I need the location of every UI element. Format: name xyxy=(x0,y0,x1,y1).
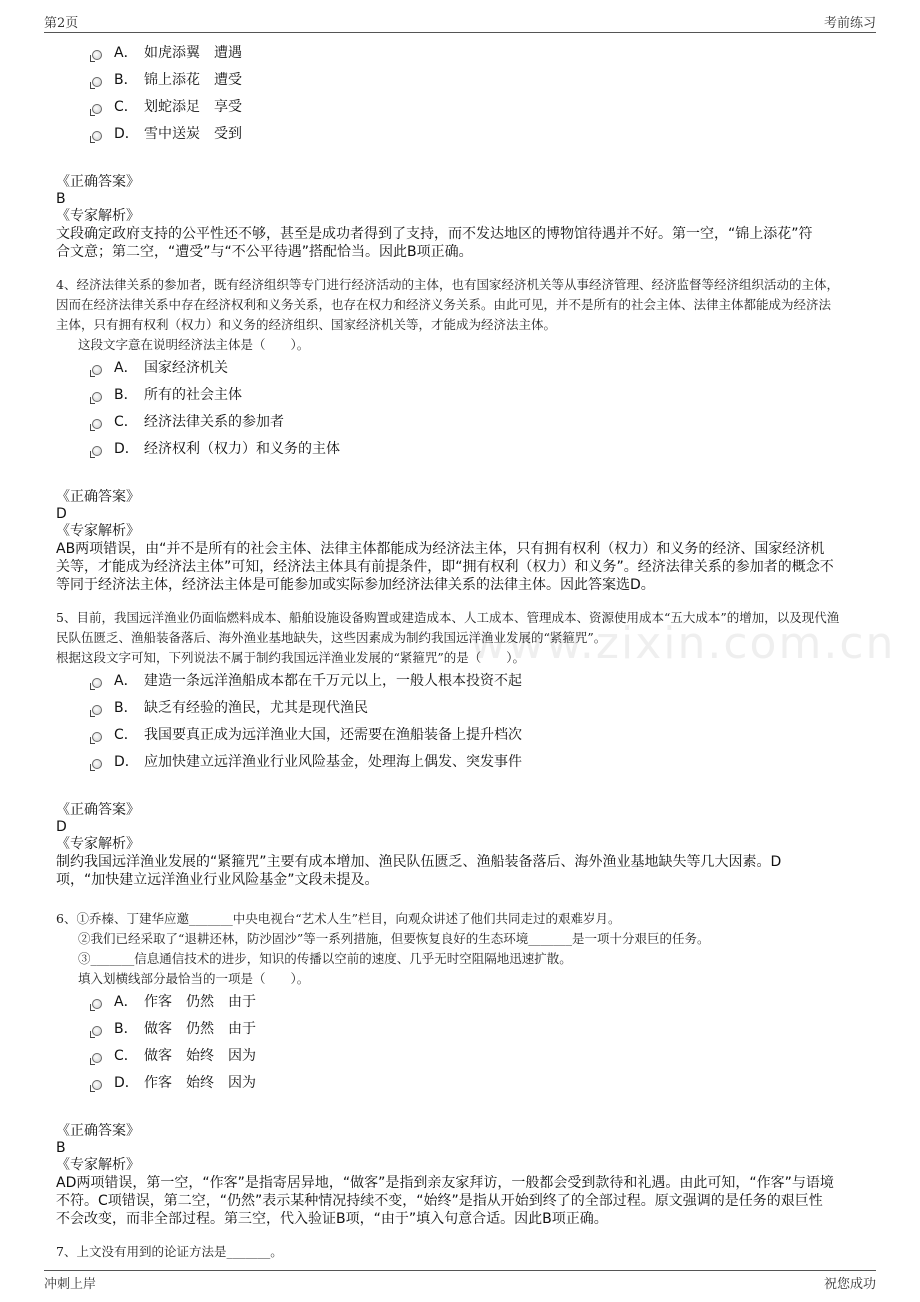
radio-icon[interactable] xyxy=(92,131,102,141)
page-number: 第2页 xyxy=(44,16,79,31)
question-item: ③_______信息通信技术的进步，知识的传播以空前的速度、几乎无时空阻隔地迅速扩散。 xyxy=(78,951,572,966)
q5-option-d[interactable]: D． 应加快建立远洋渔业行业风险基金，处理海上偶发、突发事件 xyxy=(92,749,866,776)
analysis-line: 不符。C项错误，第二空，“仍然”表示某种情况持续不变，“始终”是指从开始到终了的全部过程。原文强调的是任务的艰巨性 xyxy=(56,1193,823,1209)
watermark: www.zixin.com.cn xyxy=(470,618,896,669)
analysis-line: 等同于经济法主体，经济法主体是可能参加或实际参加经济法律关系的法律主体。因此答案选D。 xyxy=(56,577,655,593)
question-stem: 6、①乔榛、丁建华应邀_______中央电视台“艺术人生”栏目，向观众讲述了他们共同走过的艰难岁月。 xyxy=(56,911,621,926)
q4-option-b[interactable]: B． 所有的社会主体 xyxy=(92,382,866,409)
answer-label: 《正确答案》 xyxy=(56,174,140,190)
radio-icon[interactable] xyxy=(92,732,102,742)
radio-icon[interactable] xyxy=(92,678,102,688)
radio-icon[interactable] xyxy=(92,419,102,429)
q5-option-a[interactable]: A． 建造一条远洋渔船成本都在千万元以上，一般人根本投资不起 xyxy=(92,668,866,695)
footer-left: 冲刺上岸 xyxy=(44,1277,97,1292)
question-stem: 主体，只有拥有权利（权力）和义务的经济组织、国家经济机关等，才能成为经济法主体。 xyxy=(56,317,557,332)
analysis-label: 《专家解析》 xyxy=(56,523,140,539)
analysis-line: 关等，才能成为经济法主体”可知，经济法主体具有前提条件，即“拥有权利（权力）和义务”。经济法律关系的参加者的概念不 xyxy=(56,559,834,575)
q4-option-d[interactable]: D． 经济权利（权力）和义务的主体 xyxy=(92,436,866,463)
q3-options xyxy=(92,40,866,148)
q3-option-c[interactable]: C． 划蛇添足 享受 xyxy=(92,94,866,121)
page-footer xyxy=(44,1270,876,1295)
question-stem: 民队伍匮乏、渔船装备落后、海外渔业基地缺失，这些因素成为制约我国远洋渔业发展的“紧箍咒”。 xyxy=(56,630,607,645)
q3-option-a[interactable]: A． 如虎添翼 遭遇 xyxy=(92,40,866,67)
radio-icon[interactable] xyxy=(92,1026,102,1036)
radio-icon[interactable] xyxy=(92,365,102,375)
q6-options xyxy=(92,989,866,1097)
answer-value: B xyxy=(56,1140,66,1156)
analysis-line: AB两项错误，由“并不是所有的社会主体、法律主体都能成为经济法主体，只有拥有权利（权力）和义务的经济、国家经济机 xyxy=(56,541,825,557)
q4-option-c[interactable]: C． 经济法律关系的参加者 xyxy=(92,409,866,436)
radio-icon[interactable] xyxy=(92,392,102,402)
radio-icon[interactable] xyxy=(92,1053,102,1063)
answer-value: D xyxy=(56,506,67,522)
question-prompt: 根据这段文字可知，下列说法不属于制约我国远洋渔业发展的“紧箍咒”的是（ ）。 xyxy=(56,650,526,665)
q6-option-b[interactable]: B． 做客 仍然 由于 xyxy=(92,1016,866,1043)
answer-label: 《正确答案》 xyxy=(56,802,140,818)
analysis-line: AD两项错误，第一空，“作客”是指寄居异地，“做客”是指到亲友家拜访，一般都会受到款待和礼遇。由此可知，“作客”与语境 xyxy=(56,1175,834,1191)
question-stem: 4、经济法律关系的参加者，既有经济组织等专门进行经济活动的主体，也有国家经济机关等从事经济管理、经济监督等经济组织活动的主体， xyxy=(56,277,839,292)
q5-option-c[interactable]: C． 我国要真正成为远洋渔业大国，还需要在渔船装备上提升档次 xyxy=(92,722,866,749)
answer-label: 《正确答案》 xyxy=(56,1123,140,1139)
question-prompt: 这段文字意在说明经济法主体是（ ）。 xyxy=(78,337,310,352)
question-stem: 因而在经济法律关系中存在经济权利和义务关系，也存在权力和经济义务关系。由此可见，并不是所有的社会主体、法律主体都能成为经济法 xyxy=(56,297,832,312)
question-item: ②我们已经采取了“退耕还林，防沙固沙”等一系列措施，但要恢复良好的生态环境_______是一项十分艰巨的任务。 xyxy=(78,931,710,946)
header-title: 考前练习 xyxy=(823,16,876,31)
answer-value: D xyxy=(56,819,67,835)
q4-options xyxy=(92,355,866,463)
q4-option-a[interactable]: A． 国家经济机关 xyxy=(92,355,866,382)
question-stem: 5、目前，我国远洋渔业仍面临燃料成本、船舶设施设备购置或建造成本、人工成本、管理成本、资源使用成本“五大成本”的增加，以及现代渔 xyxy=(56,610,840,625)
question-prompt: 填入划横线部分最恰当的一项是（ ）。 xyxy=(78,971,310,986)
q3-option-b[interactable]: B． 锦上添花 遭受 xyxy=(92,67,866,94)
radio-icon[interactable] xyxy=(92,759,102,769)
q3-option-d[interactable]: D． 雪中送炭 受到 xyxy=(92,121,866,148)
analysis-label: 《专家解析》 xyxy=(56,836,140,852)
analysis-line: 文段确定政府支持的公平性还不够，甚至是成功者得到了支持，而不发达地区的博物馆待遇并不好。第一空，“锦上添花”符 xyxy=(56,226,813,242)
analysis-line: 制约我国远洋渔业发展的“紧箍咒”主要有成本增加、渔民队伍匮乏、渔船装备落后、海外渔业基地缺失等几大因素。D xyxy=(56,854,782,870)
q5-option-b[interactable]: B． 缺乏有经验的渔民，尤其是现代渔民 xyxy=(92,695,866,722)
radio-icon[interactable] xyxy=(92,50,102,60)
radio-icon[interactable] xyxy=(92,1080,102,1090)
q6-option-d[interactable]: D． 作客 始终 因为 xyxy=(92,1070,866,1097)
q6-option-a[interactable]: A． 作客 仍然 由于 xyxy=(92,989,866,1016)
page-header xyxy=(44,12,876,33)
question-stem: 7、上文没有用到的论证方法是_______。 xyxy=(56,1244,283,1259)
radio-icon[interactable] xyxy=(92,446,102,456)
analysis-line: 不会改变，而非全部过程。第三空，代入验证B项，“由于”填入句意合适。因此B项正确。 xyxy=(56,1211,608,1227)
radio-icon[interactable] xyxy=(92,999,102,1009)
radio-icon[interactable] xyxy=(92,77,102,87)
analysis-line: 项，“加快建立远洋渔业行业风险基金”文段未提及。 xyxy=(56,872,379,888)
document-body xyxy=(56,40,866,1262)
radio-icon[interactable] xyxy=(92,104,102,114)
analysis-line: 合文意；第二空，“遭受”与“不公平待遇”搭配恰当。因此B项正确。 xyxy=(56,244,473,260)
q6-option-c[interactable]: C． 做客 始终 因为 xyxy=(92,1043,866,1070)
q5-options xyxy=(92,668,866,776)
answer-value: B xyxy=(56,191,66,207)
radio-icon[interactable] xyxy=(92,705,102,715)
answer-label: 《正确答案》 xyxy=(56,489,140,505)
analysis-label: 《专家解析》 xyxy=(56,208,140,224)
analysis-label: 《专家解析》 xyxy=(56,1157,140,1173)
footer-right: 祝您成功 xyxy=(823,1277,876,1292)
